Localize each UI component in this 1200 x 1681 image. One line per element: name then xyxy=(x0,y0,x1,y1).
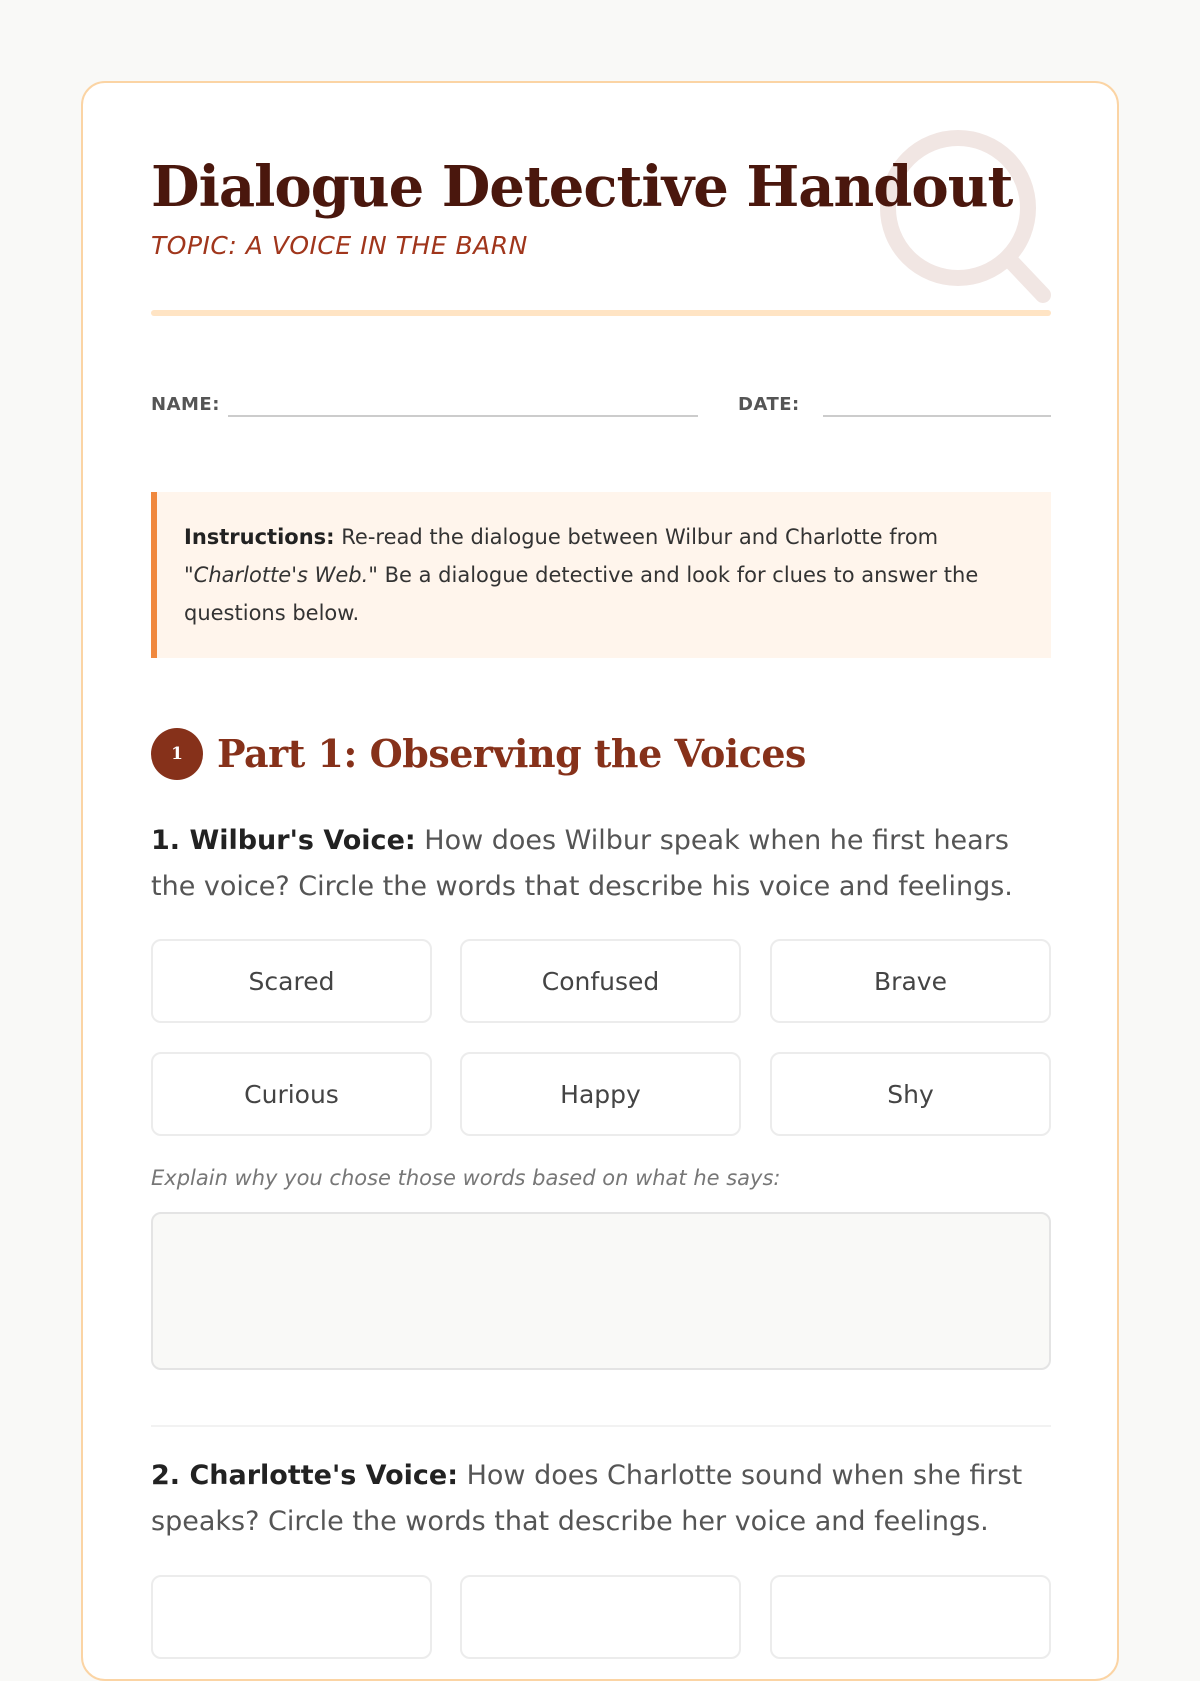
part-number-badge: 1 xyxy=(151,728,203,780)
name-field[interactable] xyxy=(228,415,698,417)
option-chip[interactable]: Brave xyxy=(770,939,1051,1023)
question-1 xyxy=(151,818,1051,910)
question-2-lead: 2. Charlotte's Voice: xyxy=(151,1460,459,1491)
question-divider xyxy=(151,1425,1051,1427)
question-2-text: How does Charlotte sound when she first speaks? Circle the words that describe her voice and feelings. xyxy=(151,1460,1023,1537)
question-2 xyxy=(151,1453,1051,1545)
option-chip[interactable] xyxy=(770,1575,1051,1659)
book-title: "Charlotte's Web." xyxy=(184,563,378,587)
option-chip[interactable]: Happy xyxy=(460,1052,741,1136)
topic-subtitle: TOPIC: A VOICE IN THE BARN xyxy=(151,231,528,260)
date-label: DATE: xyxy=(738,394,800,415)
instructions-lead: Instructions: xyxy=(184,525,335,549)
instructions-box xyxy=(151,492,1051,658)
option-chip[interactable]: Scared xyxy=(151,939,432,1023)
header-divider xyxy=(151,310,1051,316)
name-label: NAME: xyxy=(151,394,220,415)
option-chip[interactable]: Curious xyxy=(151,1052,432,1136)
question-1-text: How does Wilbur speak when he first hears the voice? Circle the words that describe his voice and feelings. xyxy=(151,825,1013,902)
page-title: Dialogue Detective Handout xyxy=(151,154,1013,220)
question-1-lead: 1. Wilbur's Voice: xyxy=(151,825,416,856)
answer-textarea[interactable] xyxy=(151,1212,1051,1370)
instructions-text-before: Re-read the dialogue between Wilbur and Charlotte from xyxy=(334,525,939,549)
option-chip[interactable] xyxy=(151,1575,432,1659)
handout-card xyxy=(81,81,1119,1681)
explain-prompt: Explain why you chose those words based on what he says: xyxy=(151,1166,781,1190)
part-title: Part 1: Observing the Voices xyxy=(217,731,806,776)
option-chip[interactable]: Confused xyxy=(460,939,741,1023)
option-chip[interactable] xyxy=(460,1575,741,1659)
option-chip[interactable]: Shy xyxy=(770,1052,1051,1136)
instructions-text-after: Be a dialogue detective and look for clues to answer the questions below. xyxy=(184,563,979,625)
date-field[interactable] xyxy=(823,415,1051,417)
